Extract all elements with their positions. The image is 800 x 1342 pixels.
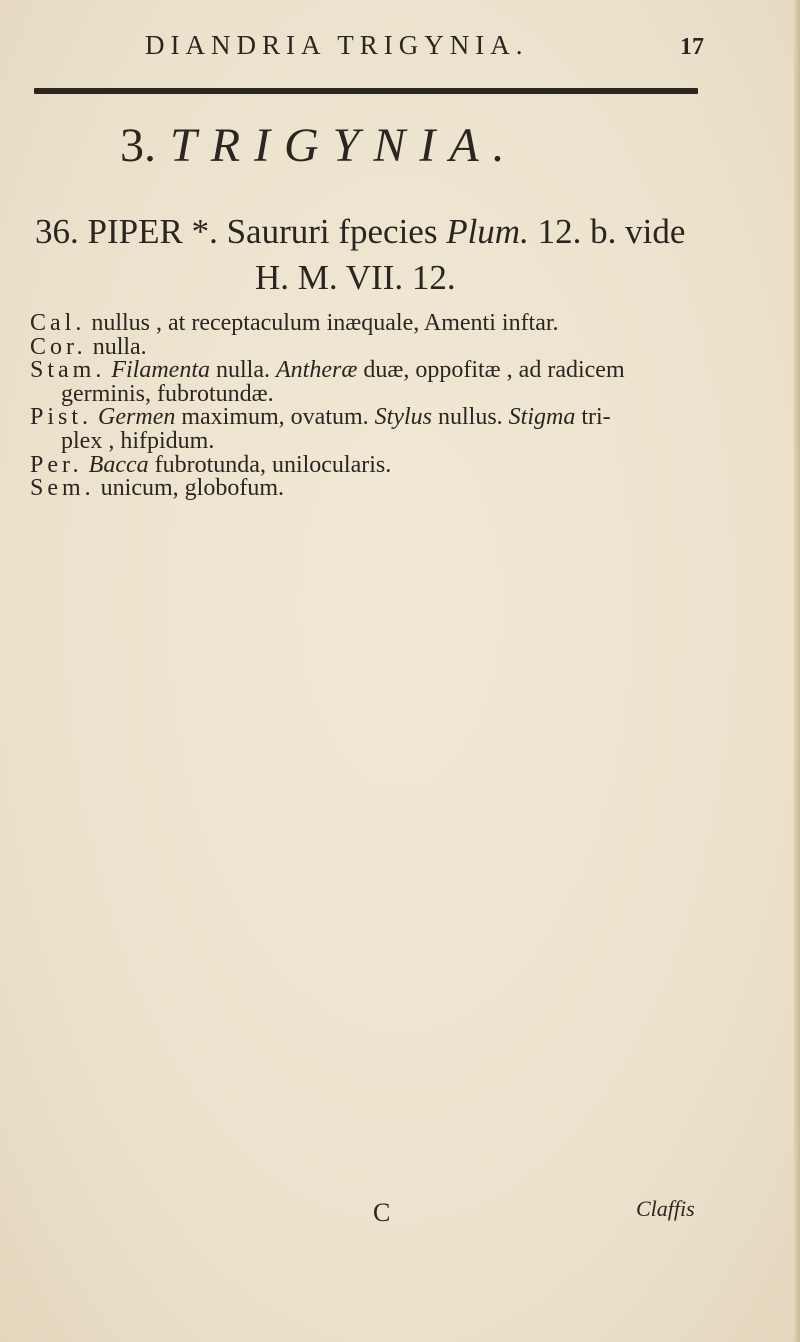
text-calyx: nullus , at receptaculum inæquale, Amenti inftar. [91, 310, 559, 336]
term-filamenta: Filamenta [111, 357, 210, 384]
term-stigma: Stigma [508, 404, 576, 431]
entry-author: Plum. [446, 212, 529, 251]
section-title [120, 118, 519, 173]
description-block [30, 312, 770, 501]
desc-corolla [30, 333, 770, 360]
section-name: TRIGYNIA. [170, 119, 519, 172]
label-pistil: Pist. [30, 404, 93, 431]
term-stylus: Stylus [374, 404, 432, 431]
label-corolla: Cor. [30, 333, 87, 360]
entry-number: 36. [35, 212, 79, 251]
text-germen: maximum, ovatum. [181, 404, 369, 431]
desc-pistil-cont: plex , hifpidum. [61, 427, 215, 454]
label-stamens: Stam. [30, 357, 106, 384]
desc-stamens [30, 359, 770, 383]
desc-pericarp [30, 451, 770, 478]
entry-reference-cont: H. M. VII. 12. [255, 258, 456, 297]
label-calyx: Cal. [30, 310, 86, 336]
running-head: DIANDRIA TRIGYNIA. [145, 30, 529, 60]
catchword: Claffis [636, 1196, 695, 1221]
term-germen: Germen [98, 404, 176, 431]
label-pericarp: Per. [30, 451, 83, 478]
page-edge [794, 0, 800, 1342]
text-antherae: duæ, oppofitæ , ad radicem [363, 357, 625, 384]
text-filamenta: nulla. [216, 357, 270, 384]
entry-asterisk: *. [191, 212, 218, 251]
page-number: 17 [680, 34, 704, 60]
desc-pistil [30, 406, 770, 430]
text-stigma: tri- [581, 404, 611, 431]
desc-calyx [30, 312, 770, 336]
text-stylus: nullus. [437, 404, 503, 431]
entry-synonym: Saururi fpecies [226, 212, 438, 251]
desc-stamens-cont: germinis, fubrotundæ. [61, 380, 274, 407]
entry-heading [35, 212, 685, 252]
header-rule [34, 88, 698, 94]
entry-reference: 12. b. vide [537, 212, 686, 251]
desc-seeds [30, 477, 770, 501]
signature-mark: C [373, 1198, 391, 1227]
text-seeds: unicum, globofum. [100, 475, 284, 502]
term-bacca: Bacca [88, 451, 149, 478]
term-antherae: Antheræ [276, 357, 358, 384]
section-number: 3. [120, 119, 156, 172]
entry-genus: PIPER [87, 212, 183, 251]
text-corolla: nulla. [92, 333, 147, 360]
text-bacca: fubrotunda, unilocularis. [154, 451, 392, 478]
label-seeds: Sem. [30, 475, 95, 502]
